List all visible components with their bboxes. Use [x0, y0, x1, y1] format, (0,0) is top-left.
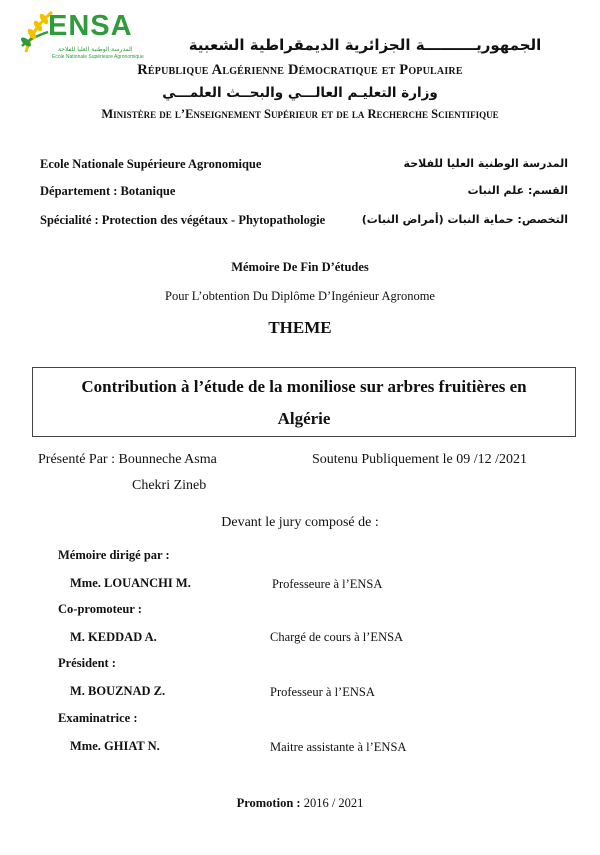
- department: Département : Botanique: [40, 184, 176, 198]
- thesis-title-line2: Algérie: [277, 409, 331, 428]
- ministry-title: Ministère de l’Enseignement Supérieur et de la Recherche Scientifique: [101, 107, 499, 121]
- presented-by: Présenté Par : Bounneche Asma: [38, 452, 217, 467]
- republic-title: République Algérienne Démocratique et Populaire: [137, 62, 463, 78]
- arabic-republic-title: الجمهوريــــــــــة الجزائرية الديمقراطية الشعبية: [188, 36, 542, 54]
- promotion-value: 2016 / 2021: [303, 796, 364, 810]
- jury-title-examiner: Maitre assistante à l’ENSA: [270, 740, 407, 754]
- jury-name-examiner: Mme. GHIAT N.: [70, 739, 160, 753]
- jury-title-president: Professeur à l’ENSA: [270, 685, 375, 699]
- specialty: Spécialité : Protection des végétaux - Phytopathologie: [40, 213, 326, 227]
- promotion: [0, 796, 600, 811]
- ensa-logo: [18, 6, 144, 64]
- thesis-title-box: [32, 367, 576, 437]
- school-name: Ecole Nationale Supérieure Agronomique: [40, 157, 262, 171]
- memoire-type: Mémoire De Fin D’études: [231, 260, 369, 274]
- promotion-label: Promotion :: [236, 796, 301, 810]
- jury-title-supervisor: Professeure à l’ENSA: [272, 577, 383, 591]
- jury-name-president: M. BOUZNAD Z.: [70, 684, 166, 698]
- logo-subtitle-fr: Ecole Nationale Supérieure Agronomique: [52, 54, 144, 60]
- logo-subtitle-ar: المدرسة الوطنية العليا للفلاحة: [58, 46, 133, 53]
- jury-name-copromoter: M. KEDDAD A.: [70, 630, 157, 644]
- specialty-ar: التخصص: حماية النبات (أمراض النبات): [361, 213, 568, 226]
- jury-intro: Devant le jury composé de :: [221, 515, 379, 530]
- thesis-title-line1: Contribution à l’étude de la moniliose sur arbres fruitières en: [81, 377, 527, 396]
- defense-date: Soutenu Publiquement le 09 /12 /2021: [312, 452, 528, 467]
- second-author: Chekri Zineb: [132, 478, 207, 493]
- jury-role-president: Président :: [58, 656, 116, 670]
- school-name-ar: المدرسة الوطنية العليا للفلاحة: [403, 157, 568, 170]
- theme-label: THEME: [268, 318, 332, 337]
- arabic-ministry-title: وزارة التعليـم العالـــي والبحــث العلمـــي: [162, 85, 438, 101]
- diploma-line: Pour L’obtention Du Diplôme D’Ingénieur Agronome: [165, 289, 435, 303]
- jury-role-copromoter: Co-promoteur :: [58, 602, 142, 616]
- logo-text: ENSA: [48, 10, 133, 42]
- jury-name-supervisor: Mme. LOUANCHI M.: [70, 576, 191, 590]
- jury-title-copromoter: Chargé de cours à l’ENSA: [270, 630, 404, 644]
- jury-role-supervisor: Mémoire dirigé par :: [58, 548, 170, 562]
- department-ar: القسم: علم النبات: [467, 184, 568, 197]
- jury-role-examiner: Examinatrice :: [58, 711, 138, 725]
